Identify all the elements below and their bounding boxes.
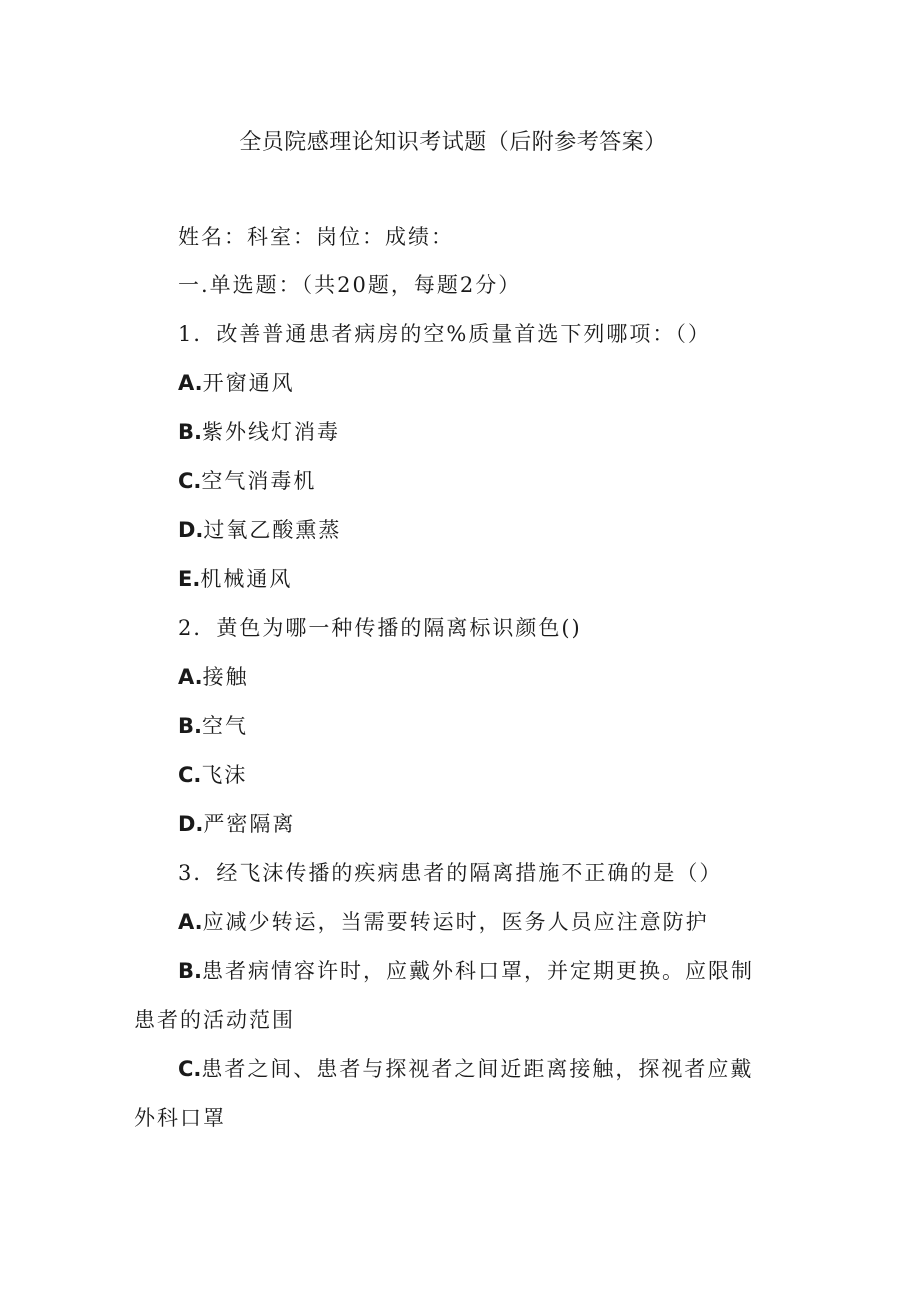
info-line: 姓名：科室：岗位：成绩： — [178, 225, 454, 249]
option-text: 空气消毒机 — [201, 469, 317, 493]
question-1-option-a — [178, 368, 295, 398]
option-text: 应减少转运，当需要转运时，医务人员应注意防护 — [202, 910, 709, 934]
option-text: 机械通风 — [200, 567, 293, 591]
question-1-stem: 1．改善普通患者病房的空%质量首选下列哪项：（） — [178, 322, 711, 346]
option-text: 患者之间、患者与探视者之间近距离接触，探视者应戴 — [201, 1057, 754, 1081]
option-label: E. — [178, 567, 201, 591]
option-text: 过氧乙酸熏蒸 — [203, 518, 342, 542]
question-2-stem: 2．黄色为哪一种传播的隔离标识颜色() — [178, 616, 582, 640]
question-2-option-a — [178, 662, 249, 692]
question-2-option-d — [178, 809, 295, 839]
question-3-option-b — [178, 956, 754, 986]
question-2-option-c — [178, 760, 247, 790]
option-label: C. — [178, 763, 202, 787]
question-1-option-b — [178, 417, 340, 447]
option-label: B. — [178, 420, 202, 444]
option-label: A. — [178, 910, 203, 934]
question-3-stem: 3．经飞沫传播的疾病患者的隔离措施不正确的是（） — [178, 861, 723, 885]
option-label: A. — [178, 371, 203, 395]
option-text: 严密隔离 — [203, 812, 296, 836]
question-3-option-b-continuation: 患者的活动范围 — [134, 1008, 295, 1032]
option-label: B. — [178, 714, 202, 738]
question-1-option-e — [178, 564, 292, 594]
option-text: 飞沫 — [201, 763, 248, 787]
option-label: C. — [178, 469, 202, 493]
option-text: 接触 — [202, 665, 249, 689]
option-text: 开窗通风 — [202, 371, 295, 395]
option-label: D. — [178, 518, 204, 542]
section-heading: 一.单选题：（共20题，每题2分） — [178, 273, 522, 297]
question-1-option-d — [178, 515, 341, 545]
option-label: C. — [178, 1057, 202, 1081]
option-label: B. — [178, 959, 202, 983]
question-3-option-a — [178, 907, 709, 937]
question-3-option-c-continuation: 外科口罩 — [134, 1106, 226, 1130]
option-text: 空气 — [201, 714, 248, 738]
document-title: 全员院感理论知识考试题（后附参考答案） — [239, 130, 667, 155]
option-label: D. — [178, 812, 204, 836]
option-label: A. — [178, 665, 203, 689]
option-text: 患者病情容许时，应戴外科口罩，并定期更换。应限制 — [201, 959, 754, 983]
question-1-option-c — [178, 466, 316, 496]
question-3-option-c — [178, 1054, 753, 1084]
question-2-option-b — [178, 711, 248, 741]
option-text: 紫外线灯消毒 — [201, 420, 340, 444]
